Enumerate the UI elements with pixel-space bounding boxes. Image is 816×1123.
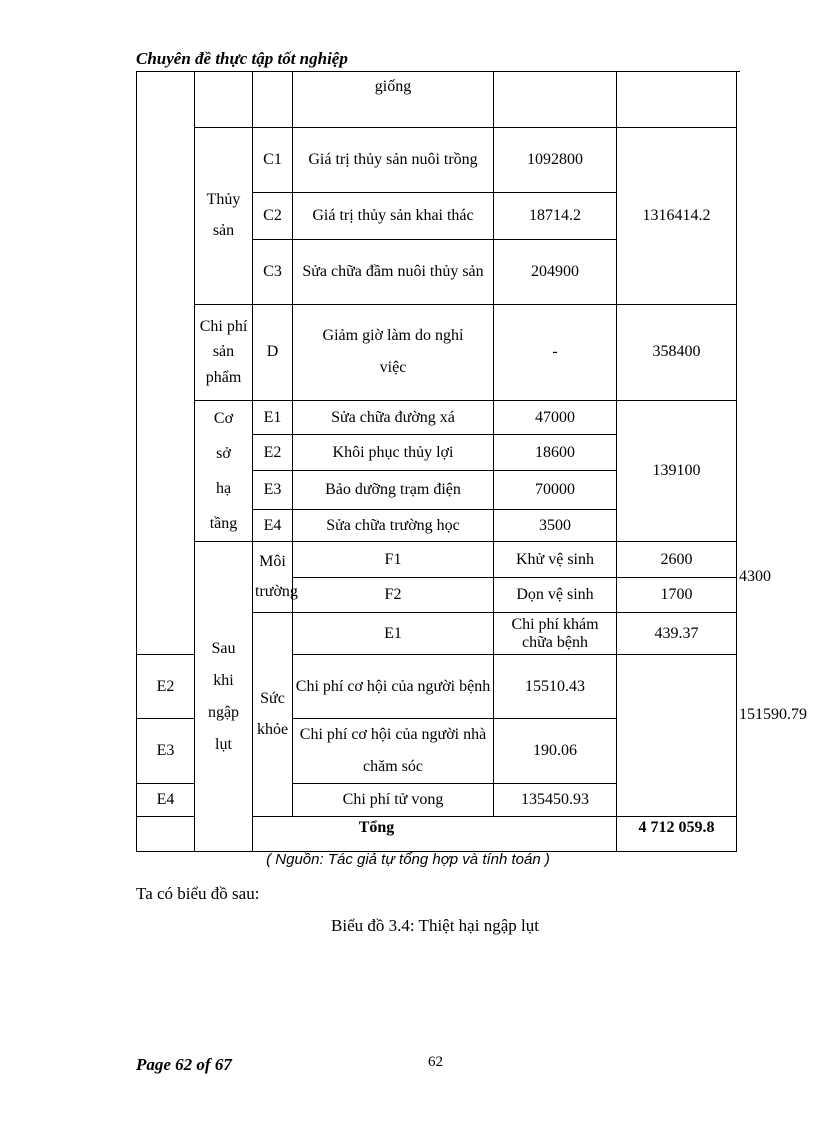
item-cell: Giá trị thủy sản nuôi trồng [293,127,494,192]
item-cell: Khôi phục thủy lợi [293,435,494,471]
value-cell: 1092800 [494,127,617,192]
value-cell: 70000 [494,470,617,509]
code-cell: E4 [137,784,195,817]
value-cell: 18714.2 [494,192,617,239]
item-cell: Chi phí khám chữa bệnh [494,613,617,655]
table-row [137,304,737,400]
group-label-moi-truong: Môi trường [253,542,293,613]
item-cell: Khử vệ sinh [494,542,617,578]
footer-page-number: 62 [428,1054,443,1070]
value-cell: 3500 [494,509,617,542]
code-cell: D [253,304,293,400]
table-row [137,72,737,127]
item-cell: Dọn vệ sinh [494,578,617,613]
code-cell: E4 [253,509,293,542]
value-cell [494,72,617,127]
table-row: Sức khỏe E1 Chi phí khám chữa bệnh 439.37 151590.79 [137,613,737,655]
value-cell: 18600 [494,435,617,471]
code-cell: E3 [137,719,195,784]
value-cell: 2600 [617,542,737,578]
code-cell: C3 [253,239,293,304]
code-cell: F2 [293,578,494,613]
table-row: Sau khi ngập lụt Môi trường F1 Khử vệ sinh 2600 4300 [137,542,737,578]
item-cell: Bảo dưỡng trạm điện [293,470,494,509]
value-cell: 190.06 [494,719,617,784]
damage-table [136,72,807,852]
code-cell: E3 [253,470,293,509]
group-label-co-so-ha-tang: Cơ sở hạ tầng [195,400,253,542]
code-cell: C1 [253,127,293,192]
code-cell: E1 [293,613,494,655]
item-cell: Chi phí tử vong [293,784,494,817]
code-cell: E2 [137,655,195,719]
group-label-suc-khoe: Sức khỏe [253,613,293,817]
code-cell: E2 [253,435,293,471]
table-row [137,127,737,192]
group-label-chi-phi-san-pham: Chi phí sản phẩm [195,304,253,400]
code-cell: C2 [253,192,293,239]
value-cell: 204900 [494,239,617,304]
subtotal-thuy-san: 1316414.2 [617,127,737,304]
item-cell: Giá trị thủy sản khai thác [293,192,494,239]
value-cell: 15510.43 [494,655,617,719]
footer-page-label: Page 62 of 67 [136,1055,232,1074]
value-cell: - [494,304,617,400]
phase-cell-before [137,72,195,655]
code-cell: F1 [293,542,494,578]
code-cell: E1 [253,400,293,435]
value-cell: 135450.93 [494,784,617,817]
item-cell: Chi phí cơ hội của người nhà chăm sóc [293,719,494,784]
phase-label-after-flood: Sau khi ngập lụt [195,542,253,852]
subtotal-co-so-ha-tang: 139100 [617,400,737,542]
item-cell: Chi phí cơ hội của người bệnh [293,655,494,719]
item-cell: giống [293,72,494,127]
item-cell: Sửa chữa đầm nuôi thủy sản [293,239,494,304]
item-cell: Sửa chữa trường học [293,509,494,542]
subtotal-chi-phi-san-pham: 358400 [617,304,737,400]
intro-text: Ta có biểu đồ sau: [136,884,260,903]
chart-caption: Biểu đồ 3.4: Thiệt hại ngập lụt [331,916,539,935]
subtotal-cell [617,72,737,127]
group-cell [195,72,253,127]
table-row [137,400,737,435]
total-label: Tổng [137,817,617,852]
item-cell: Giảm giờ làm do nghỉ việc [293,304,494,400]
item-cell: Sửa chữa đường xá [293,400,494,435]
code-cell [253,72,293,127]
group-label-thuy-san: Thủy sản [195,127,253,304]
total-value: 4 712 059.8 [617,817,737,852]
value-cell: 439.37 [617,613,737,655]
source-note: ( Nguồn: Tác giả tự tổng hợp và tính toán ) [266,851,550,868]
value-cell: 1700 [617,578,737,613]
total-row [137,817,737,852]
page-header-title: Chuyên đề thực tập tốt nghiệp [136,49,348,68]
value-cell: 47000 [494,400,617,435]
